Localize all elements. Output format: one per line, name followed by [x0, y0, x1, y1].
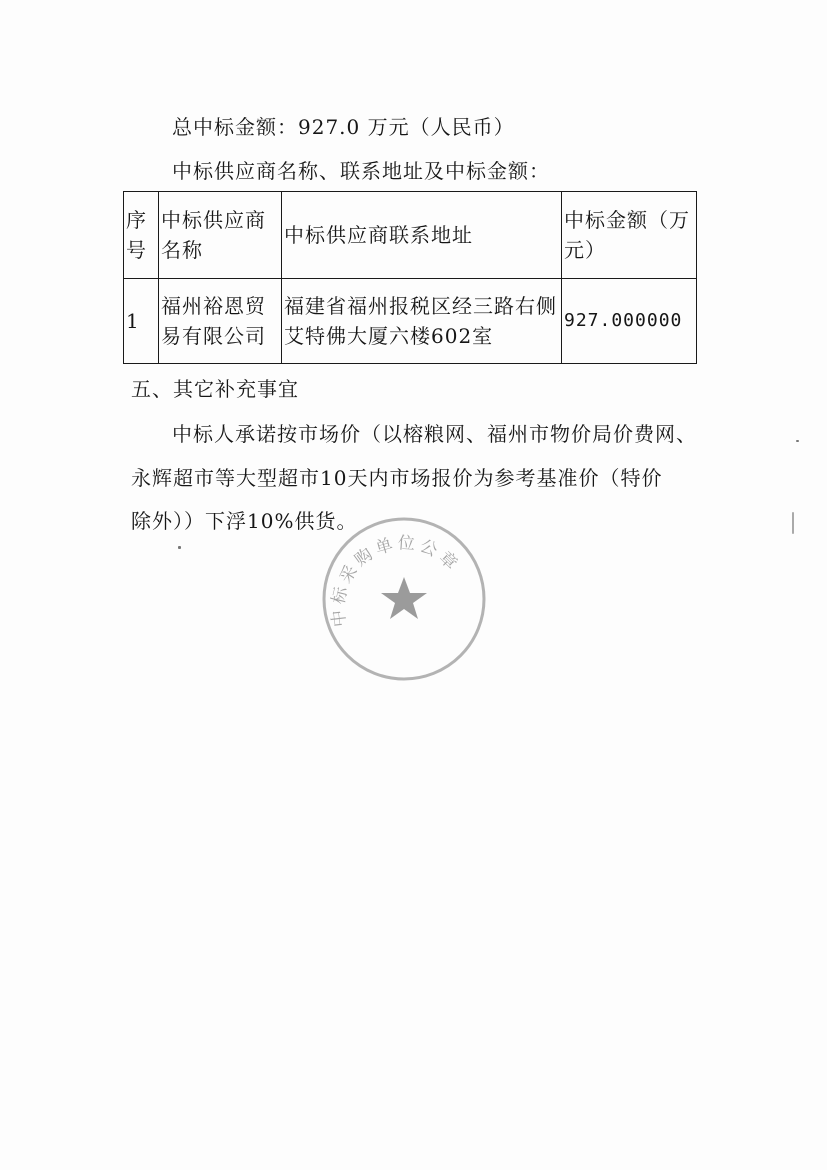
header-award-amount: 中标金额（万元）	[562, 192, 697, 279]
scan-speck	[796, 440, 799, 442]
header-supplier-name: 中标供应商名称	[159, 192, 282, 279]
paragraph-line: 除外））下浮10%供货。	[131, 509, 358, 533]
table-header-row	[124, 192, 697, 279]
paragraph-line: 永辉超市等大型超市10天内市场报价为参考基准价（特价	[131, 466, 663, 490]
seal-text: 中标采购单位公章	[328, 533, 464, 628]
header-supplier-address: 中标供应商联系地址	[282, 192, 562, 279]
section-title: 五、其它补充事宜	[131, 377, 299, 401]
table-row	[124, 279, 697, 364]
row-index: 1	[124, 279, 159, 364]
row-supplier-name: 福州裕恩贸易有限公司	[159, 279, 282, 364]
supplier-heading: 中标供应商名称、联系地址及中标金额：	[172, 159, 550, 183]
official-seal	[320, 515, 488, 683]
paragraph-line: 中标人承诺按市场价（以榕粮网、福州市物价局价费网、	[172, 422, 697, 446]
award-table	[123, 191, 697, 364]
row-award-amount: 927.000000	[562, 279, 697, 364]
scan-speck	[178, 546, 181, 549]
total-award-amount: 总中标金额：927.0 万元（人民币）	[172, 115, 515, 139]
row-supplier-address: 福建省福州报税区经三路右侧艾特佛大厦六楼602室	[282, 279, 562, 364]
star-icon	[381, 577, 427, 619]
scan-speck	[792, 512, 794, 534]
header-index: 序号	[124, 192, 159, 279]
